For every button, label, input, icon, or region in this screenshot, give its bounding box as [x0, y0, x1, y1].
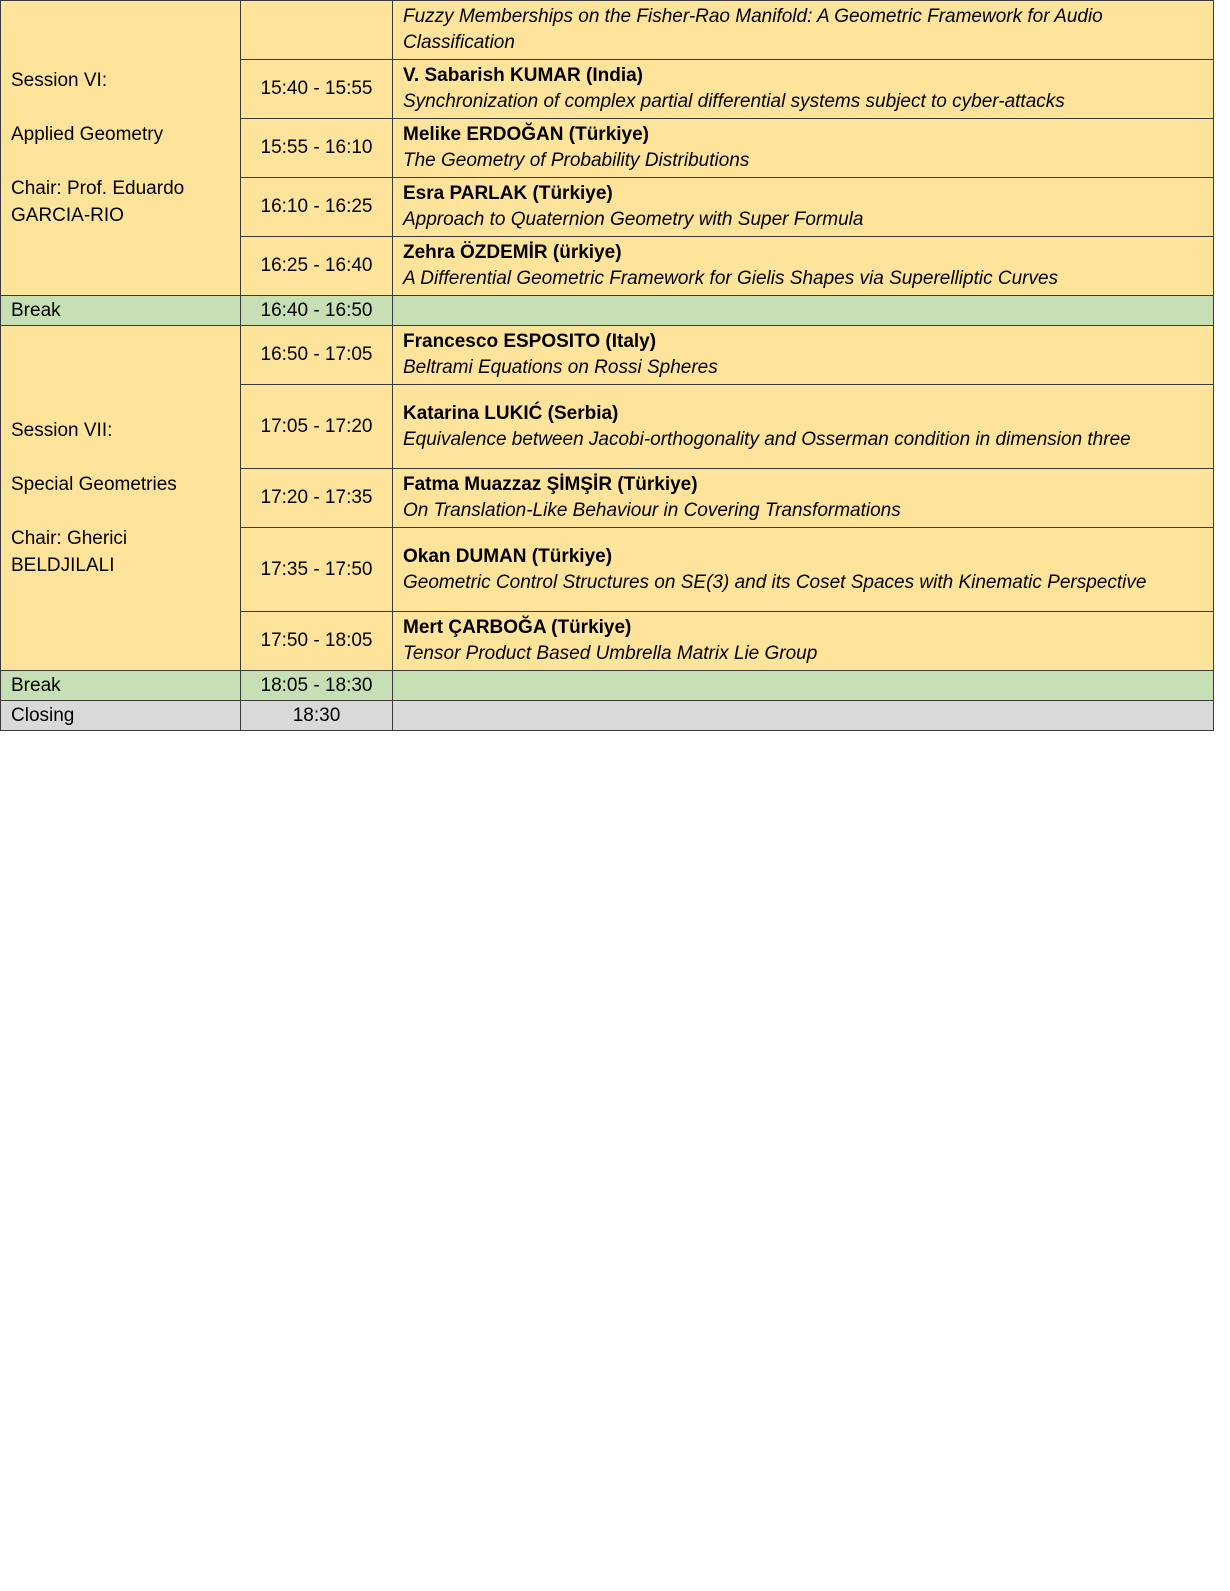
talk-cell	[393, 385, 1214, 469]
closing-empty-cell	[393, 701, 1214, 731]
session-chair: Chair: Gherici BELDJILALI	[11, 528, 128, 576]
talk-speaker: Melike ERDOĞAN (Türkiye)	[403, 124, 649, 145]
talk-title: Equivalence between Jacobi-orthogonality and Osserman condition in dimension three	[403, 428, 1131, 450]
talk-speaker: Katarina LUKIĆ (Serbia)	[403, 402, 619, 424]
talk-cell	[393, 469, 1214, 528]
talk-time: 15:55 - 16:10	[241, 119, 393, 178]
talk-title: On Translation-Like Behaviour in Covering Transformations	[403, 500, 901, 521]
table-row	[1, 326, 1214, 385]
talk-title: Approach to Quaternion Geometry with Super Formula	[403, 209, 864, 230]
talk-title: The Geometry of Probability Distributions	[403, 150, 750, 171]
break-time: 18:05 - 18:30	[241, 671, 393, 701]
session-name: Session VI:	[11, 70, 108, 91]
talk-cell	[393, 237, 1214, 296]
talk-speaker: Esra PARLAK (Türkiye)	[403, 183, 613, 204]
talk-speaker: Fatma Muazzaz ŞİMŞİR (Türkiye)	[403, 474, 698, 495]
session-topic: Special Geometries	[11, 474, 177, 495]
talk-speaker: V. Sabarish KUMAR (India)	[403, 65, 644, 86]
break-empty-cell	[393, 296, 1214, 326]
break-label: Break	[1, 296, 241, 326]
talk-time: 17:35 - 17:50	[241, 528, 393, 612]
break-time: 16:40 - 16:50	[241, 296, 393, 326]
talk-cell	[393, 1, 1214, 60]
program-schedule-table	[0, 0, 1214, 731]
break-empty-cell	[393, 671, 1214, 701]
break-row	[1, 296, 1214, 326]
talk-title: Geometric Control Structures on SE(3) and its Coset Spaces with Kinematic Perspective	[403, 571, 1147, 593]
session-chair-name: GARCIA-RIO	[11, 205, 124, 226]
talk-time: 16:10 - 16:25	[241, 178, 393, 237]
talk-speaker: Zehra ÖZDEMİR (ürkiye)	[403, 242, 622, 263]
talk-time: 17:50 - 18:05	[241, 612, 393, 671]
talk-title: Synchronization of complex partial differential systems subject to cyber-attacks	[403, 91, 1065, 112]
talk-title: Fuzzy Memberships on the Fisher-Rao Manifold: A Geometric Framework for Audio Classification	[403, 6, 1103, 53]
session-name: Session VII:	[11, 420, 113, 441]
talk-time	[241, 1, 393, 60]
closing-label: Closing	[1, 701, 241, 731]
break-label: Break	[1, 671, 241, 701]
talk-time: 17:05 - 17:20	[241, 385, 393, 469]
talk-cell	[393, 612, 1214, 671]
break-row	[1, 671, 1214, 701]
talk-speaker: Francesco ESPOSITO (Italy)	[403, 331, 657, 352]
closing-row	[1, 701, 1214, 731]
talk-cell	[393, 528, 1214, 612]
closing-time: 18:30	[241, 701, 393, 731]
talk-title: Tensor Product Based Umbrella Matrix Lie Group	[403, 643, 818, 664]
talk-cell	[393, 60, 1214, 119]
talk-title: Beltrami Equations on Rossi Spheres	[403, 357, 718, 378]
talk-cell	[393, 178, 1214, 237]
talk-time: 15:40 - 15:55	[241, 60, 393, 119]
session-chair: Chair: Prof. Eduardo	[11, 178, 185, 199]
talk-cell	[393, 326, 1214, 385]
talk-time: 17:20 - 17:35	[241, 469, 393, 528]
session-vi-cell	[1, 1, 241, 296]
talk-time: 16:25 - 16:40	[241, 237, 393, 296]
talk-speaker: Mert ÇARBOĞA (Türkiye)	[403, 617, 632, 638]
talk-time: 16:50 - 17:05	[241, 326, 393, 385]
table-row	[1, 1, 1214, 60]
session-topic: Applied Geometry	[11, 124, 164, 145]
talk-speaker: Okan DUMAN (Türkiye)	[403, 545, 613, 567]
session-vii-cell	[1, 326, 241, 671]
talk-cell	[393, 119, 1214, 178]
talk-title: A Differential Geometric Framework for Gielis Shapes via Superelliptic Curves	[403, 268, 1059, 289]
